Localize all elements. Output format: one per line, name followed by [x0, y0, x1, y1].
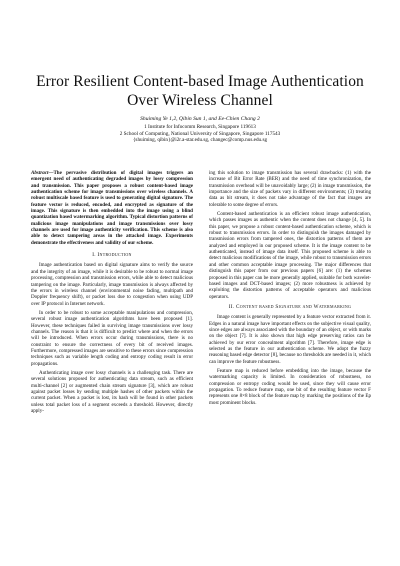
- abstract-label: Abstract: [31, 170, 49, 176]
- intro-paragraph-4: Content-based authentication is an efficient robust image authentication, which passes images as authentic when the content does not change [4, 5]. In this paper, we propose a robust content-based authentication scheme, which is robust to transmission errors. In order to distinguish the images damaged by transmission errors from tampered ones, the distortion patterns of them are analyzed and employed in our proposed scheme. It is the image content to be authenticated, instead of image data itself. This proposed scheme is able to detect malicious modifications of the image, while robust to transmission errors and other common acceptable image processing. The major differences that distinguish this paper from our previous papers [6] are: (1) the schemes proposed in this paper can be more generally applied, suitable for both wavelet-based images and DCT-based images; (2) more robustness is achieved by exploiting the distortion patterns of acceptable operators and malicious operators.: [209, 211, 371, 300]
- abstract-text: —The pervasive distribution of digital images triggers an emergent need of authenticating degraded images by lossy compression and transmission. This paper proposes a robust content-based image authentication scheme for image transmissions over wireless channels. A robust multiscale based feature is used to generating digital signature. The feature vector is reduced, encoded, and encrypted as signature of the image. This signature is then embedded into the image using a blind quantization based watermarking algorithm. Typical distortion patterns of malicious image manipulations and image transmissions over lossy channels are used for image authenticity verification. This scheme is also able to detect tampering areas in the attacked image. Experiments demonstrate the effectiveness and validity of our scheme.: [31, 170, 193, 246]
- right-column: [209, 170, 371, 409]
- abstract: [31, 170, 193, 246]
- section2-paragraph-2: Feature map is reduced before embedding into the image, because the watermarking capacity is limited. In consideration of robustness, no compression or entropy coding would be used, since they will cause error propagation. To reduce feature map, one bit of the resulting feature vector F represents one 8×8 block of the feature map by marking the positions of the Ep most prominent blocks.: [209, 367, 371, 406]
- section2-paragraph-1: Image content is generally represented by a feature vector extracted from it. Edges in a natural image have important effects on the subjective visual quality, since edges are always associated with the boundary of an object, or with marks on the object [7]. It is also shown that high edge preserving ratios can be achieved by our error concealment algorithm [7]. Therefore, image edge is selected as the feature in our authentication scheme. We adopt the fuzzy reasoning based edge detector [8], because no thresholds are needed in it, which can improve the feature robustness.: [209, 314, 371, 365]
- intro-paragraph-1: Image authentication based on digital signature aims to verify the source and the integrity of an image, while it is desirable to be robust to normal image processing, compression and transmission errors, while able to detect malicious tampering on the image. Particularly, image transmission is always affected by the errors in wireless channel (environmental noise fading, multipath and Doppler frequency shift), or packet loss due to congestion when using UDP over IP protocol in Internet network.: [31, 262, 193, 307]
- intro-paragraph-continued: ing this solution to image transmission has several drawbacks: (1) with the increase of Bit Error Rate (BER) and the need of time synchronization, the transmission overhead will be unavoidably large; (2) in image transmission, the importance and the size of packets vary in different environments; (3) treating data as bit stream, it does not take advantage of the fact that images are tolerable to some degree of errors.: [209, 170, 371, 208]
- intro-paragraph-3: Authenticating image over lossy channels is a challenging task. There are several solutions proposed for authenticating data stream, such as efficient multi-channel [2] or augmented chain stream signature [3], which are robust against packet losses by sending multiple hashes of other packets within the current packet. When a packet is lost, its hash will be found in other packets unless total packet loss of a segment exceeds a threshold. However, directly apply-: [31, 369, 193, 415]
- section-heading-signature: II. Content based Signature and Watermarking: [228, 303, 352, 310]
- affiliation-2: 2 School of Computing, National University of Singapore, Singapore 117543: [119, 130, 281, 137]
- left-column: [31, 170, 193, 417]
- affiliations: [24, 124, 376, 144]
- affiliation-1: 1 Institute for Infocomm Research, Singapore 119613: [144, 124, 256, 130]
- intro-paragraph-2: In order to be robust to some acceptable manipulations and compression, several robust image authentication algorithms have been proposed [1]. However, these techniques failed in surviving image transmissions over lossy channels. The reason is that it is difficult to predict where and when the errors will be introduced. When errors occur during transmissions, there is no constraint to ensure the correctness of every bit of received images. Furthermore, compressed images are sensitive to these errors since compression techniques such as variable length coding and entropy coding result in error propagations.: [31, 309, 193, 367]
- paper-title: Error Resilient Content-based Image Authentication Over Wireless Channel: [36, 73, 364, 109]
- author-emails: {shuiming, qibin}@i2r.a-star.edu.sg, changec@comp.nus.edu.sg: [132, 137, 268, 144]
- author-list: Shuiming Ye 1,2, Qibin Sun 1, and Ee-Chien Chang 2: [140, 116, 260, 122]
- section-heading-introduction: I. Introduction: [92, 252, 132, 259]
